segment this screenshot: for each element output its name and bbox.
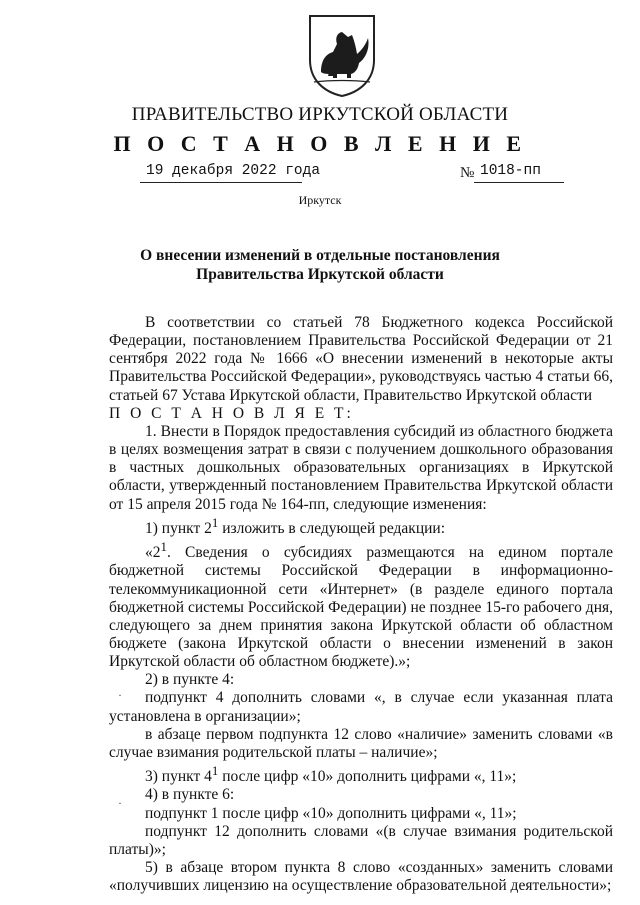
- superscript: 1: [160, 539, 167, 555]
- decree-body: [109, 314, 613, 895]
- item-1-1-text: 1) пункт 2: [145, 519, 212, 537]
- date-underline: [140, 182, 302, 183]
- new-clause-paragraph: [109, 538, 613, 671]
- superscript: 1: [211, 763, 219, 779]
- title-line-2: Правительства Иркутской области: [196, 266, 444, 283]
- decree-number: 1018-пп: [480, 163, 541, 179]
- city-name: Иркутск: [298, 193, 342, 207]
- title-line-1: О внесении изменений в отдельные постановления: [140, 247, 500, 264]
- document-type: П О С Т А Н О В Л Е Н И Е: [113, 131, 527, 156]
- irkutsk-coat-of-arms-emblem: [306, 14, 378, 98]
- subitem-paragraph: подпункт 1 после цифр «10» дополнить цифрами «, 11»;: [145, 804, 517, 822]
- new-clause-text: . Сведения о субсидиях размещаются на едином портале бюджетной системы Российской Федерации в информационно-телекоммуникационной сети «Интернет» (в разделе единого портала бюджетной системы Российской Федерации) не позднее 15-го рабочего дня, следующего за днем принятия закона Иркутской области об областном бюджете (закона Иркутской области о внесении изменений в закон Иркутской области об областном бюджете).»;: [109, 544, 613, 671]
- item-1-1-text-end: изложить в следующей редакции:: [218, 519, 446, 537]
- government-name: ПРАВИТЕЛЬСТВО ИРКУТСКОЙ ОБЛАСТИ: [131, 104, 509, 125]
- preamble-paragraph: В соответствии со статьей 78 Бюджетного кодекса Российской Федерации, постановлением Правительства Российской Федерации от 21 сентября 2022 года № 1666 «О внесении изменений в некоторые акты Правительства Российской Федерации», руководствуясь частью 4 статьи 66, статьей 67 Устава Иркутской области, Правительство Иркутской области: [109, 314, 613, 404]
- subitem-paragraph: подпункт 12 дополнить словами «(в случае взимания родительской платы)»;: [109, 822, 613, 858]
- superscript: 1: [211, 514, 219, 530]
- item-1-2-paragraph: 2) в пункте 4:: [145, 671, 235, 689]
- item-1-paragraph: 1. Внести в Порядок предоставления субсидий из областного бюджета в целях возмещения затрат в связи с получением дошкольного образования в частных дошкольных образовательных организациях в Иркутской области, утвержденный постановлением Правительства Иркутской области от 15 апреля 2015 года № 164-пп, следующие изменения:: [109, 422, 613, 513]
- item-1-3-text-end: после цифр «10» дополнить цифрами «, 11»;: [218, 768, 517, 786]
- number-underline: [474, 182, 564, 183]
- decree-date: 19 декабря 2022 года: [146, 163, 321, 179]
- item-1-1-paragraph: [109, 514, 613, 538]
- item-1-3-text: 3) пункт 4: [145, 768, 212, 786]
- scan-dot: ·: [118, 688, 122, 702]
- scan-dot: ·: [118, 796, 122, 810]
- subitem-paragraph: в абзаце первом подпункта 12 слово «наличие» заменить словами «в случае взимания родительской платы – наличие»;: [109, 725, 613, 761]
- subitem-paragraph: подпункт 4 дополнить словами «, в случае если указанная плата установлена в организации»;: [109, 689, 613, 725]
- decree-title: [0, 246, 640, 284]
- item-1-5-paragraph: 5) в абзаце втором пункта 8 слово «созданных» заменить словами «получивших лицензию на осуществление образовательной деятельности»;: [109, 859, 613, 895]
- item-1-4-paragraph: 4) в пункте 6:: [145, 786, 235, 804]
- resolves-heading: П О С Т А Н О В Л Я Е Т:: [109, 404, 354, 422]
- item-1-3-paragraph: [109, 762, 613, 786]
- number-label: №: [460, 165, 475, 181]
- new-clause-start: «2: [145, 544, 161, 562]
